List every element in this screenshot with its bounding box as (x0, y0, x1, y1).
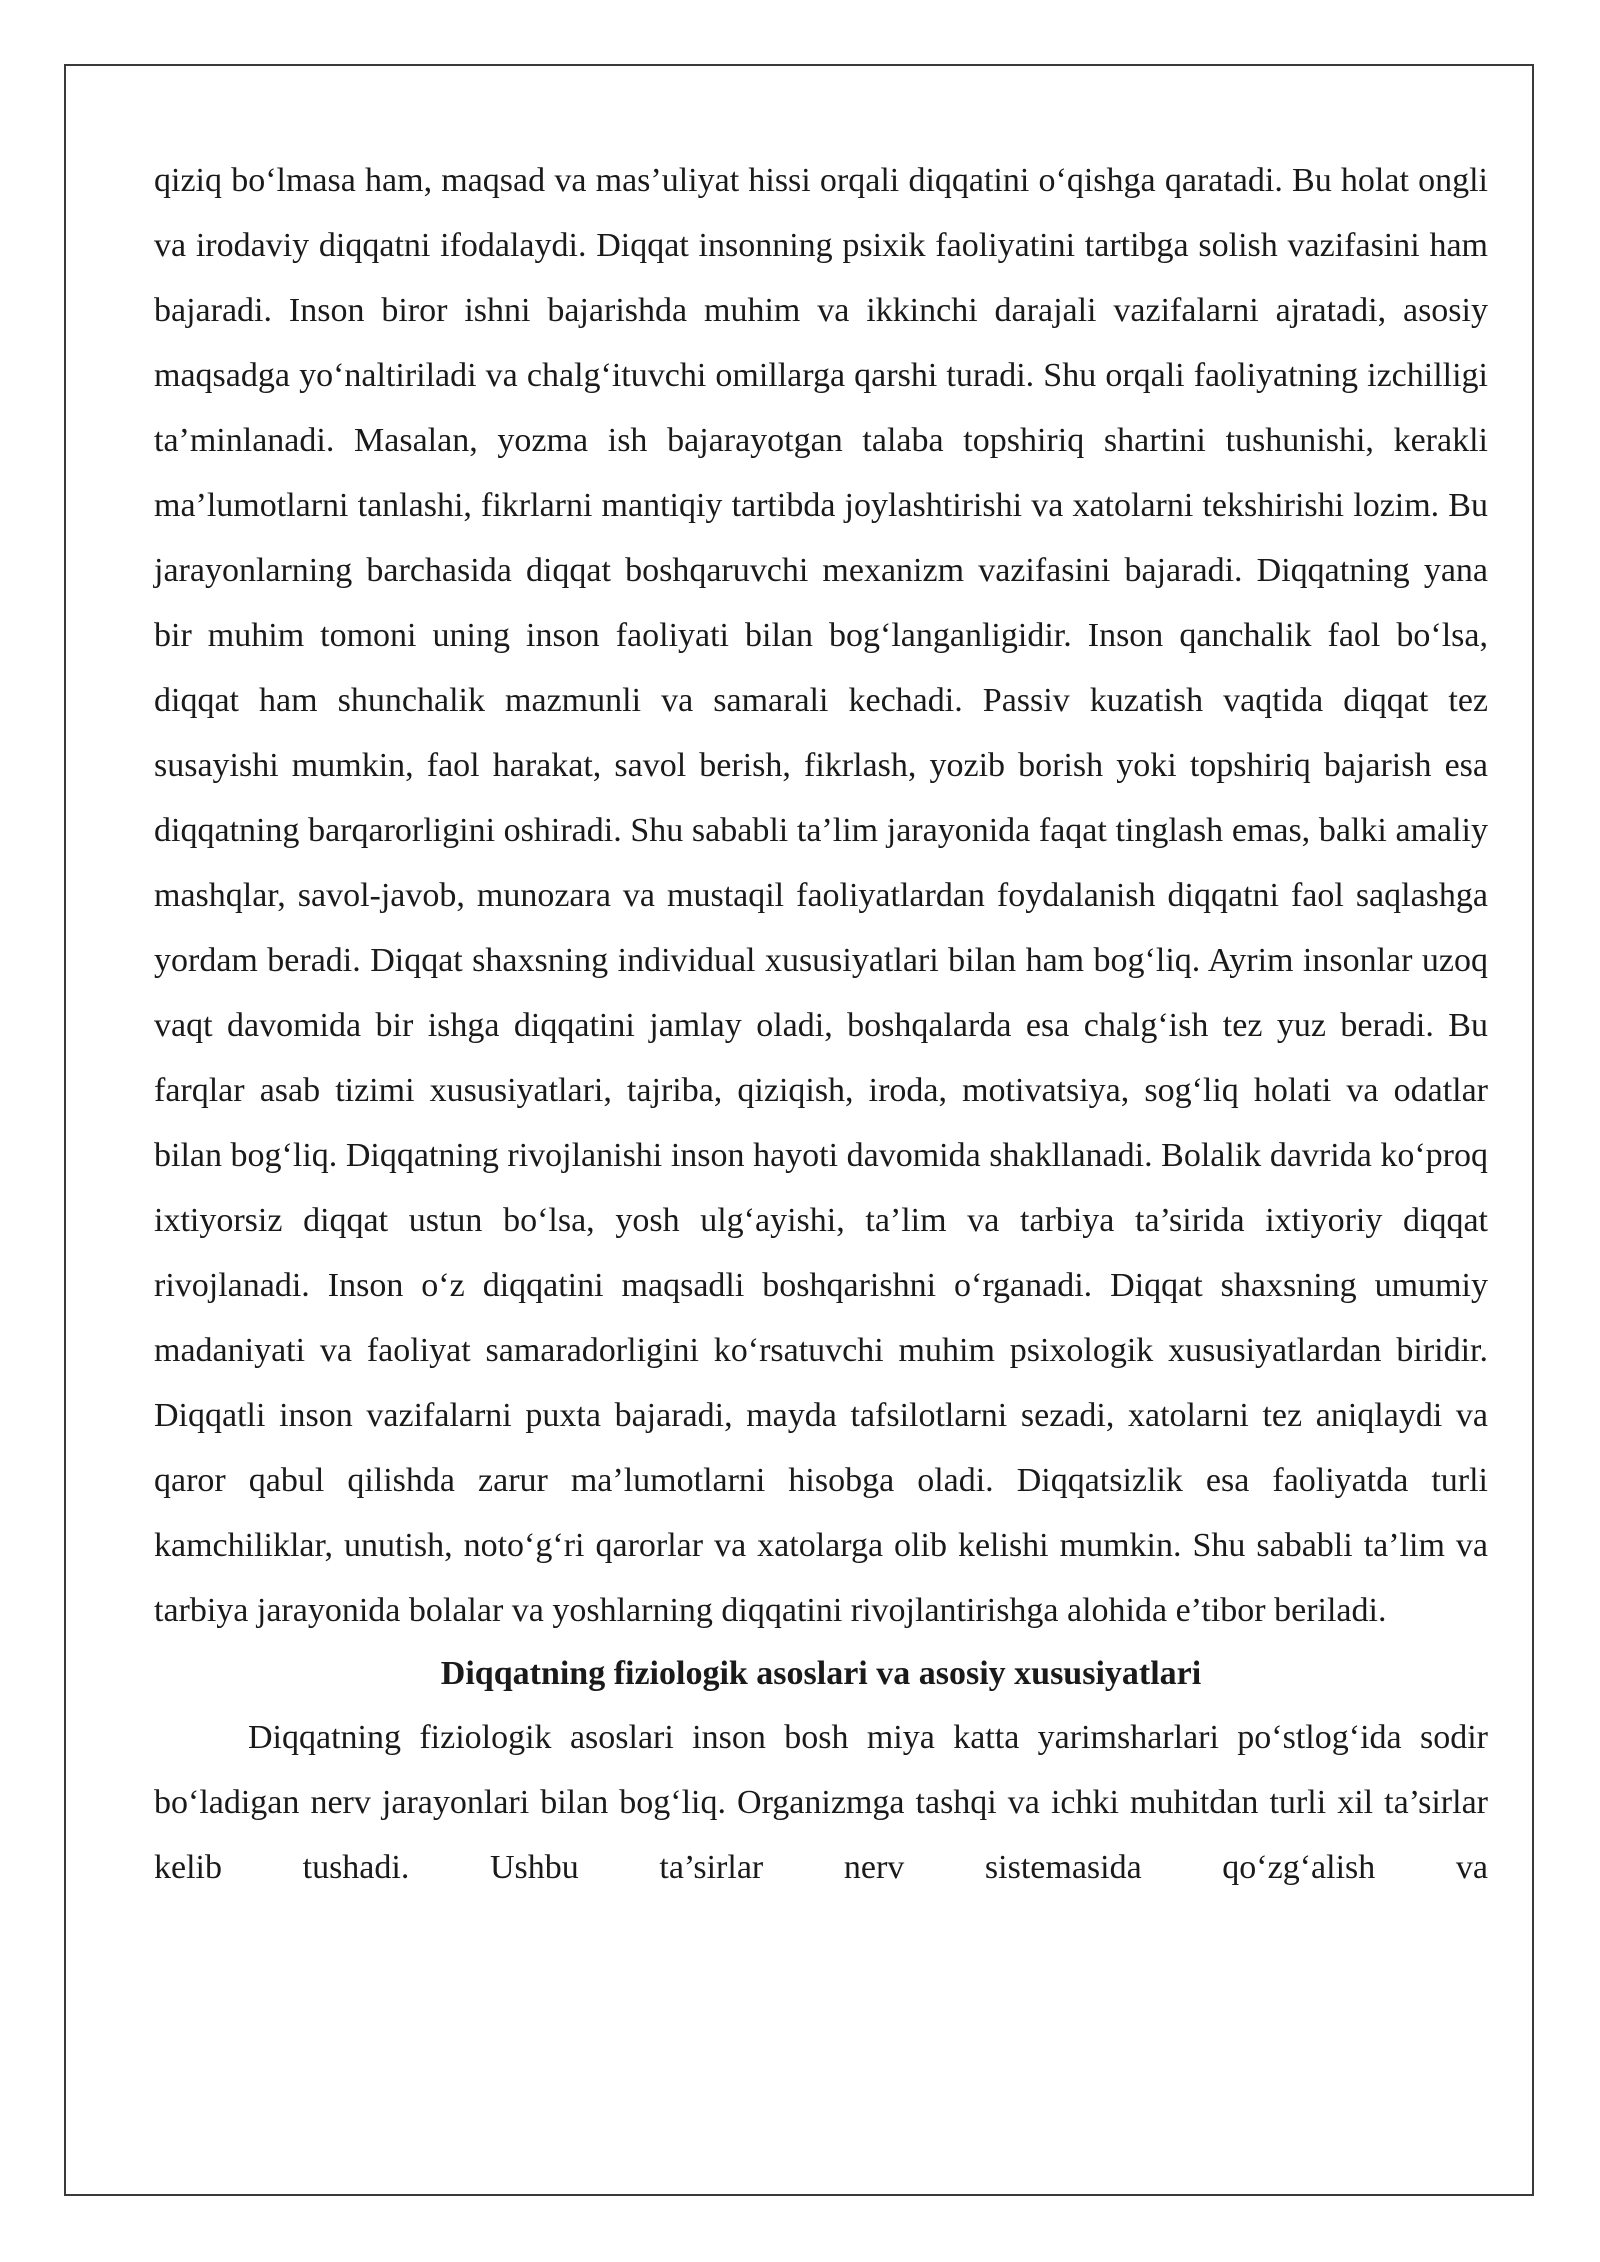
document-body (154, 148, 1488, 1900)
body-paragraph: Diqqatning fiziologik asoslari inson bosh miya katta yarimsharlari po‘stlog‘ida sodir bo‘ladigan nerv jarayonlari bilan bog‘liq. Organizmga tashqi va ichki muhitdan turli xil ta’sirlar kelib tushadi. Ushbu ta’sirlar nerv sistemasida qo‘zg‘alish va (154, 1719, 1488, 1886)
body-paragraph: qiziq bo‘lmasa ham, maqsad va mas’uliyat hissi orqali diqqatini o‘qishga qaratadi. Bu holat ongli va irodaviy diqqatni ifodalaydi. Diqqat insonning psixik faoliyatini tartibga solish vazifasini ham bajaradi. Inson biror ishni bajarishda muhim va ikkinchi darajali vazifalarni ajratadi, asosiy maqsadga yo‘naltiriladi va chalg‘ituvchi omillarga qarshi turadi. Shu orqali faoliyatning izchilligi ta’minlanadi. Masalan, yozma ish bajarayotgan talaba topshiriq shartini tushunishi, kerakli ma’lumotlarni tanlashi, fikrlarni mantiqiy tartibda joylashtirishi va xatolarni tekshirishi lozim. Bu jarayonlarning barchasida diqqat boshqaruvchi mexanizm vazifasini bajaradi. Diqqatning yana bir muhim tomoni uning inson faoliyati bilan bog‘langanligidir. Inson qanchalik faol bo‘lsa, diqqat ham shunchalik mazmunli va samarali kechadi. Passiv kuzatish vaqtida diqqat tez susayishi mumkin, faol harakat, savol berish, fikrlash, yozib borish yoki topshiriq bajarish esa diqqatning barqarorligini oshiradi. Shu sababli ta’lim jarayonida faqat tinglash emas, balki amaliy mashqlar, savol-javob, munozara va mustaqil faoliyatlardan foydalanish diqqatni faol saqlashga yordam beradi. Diqqat shaxsning individual xususiyatlari bilan ham bog‘liq. Ayrim insonlar uzoq vaqt davomida bir ishga diqqatini jamlay oladi, boshqalarda esa chalg‘ish tez yuz beradi. Bu farqlar asab tizimi xususiyatlari, tajriba, qiziqish, iroda, motivatsiya, sog‘liq holati va odatlar bilan bog‘liq. Diqqatning rivojlanishi inson hayoti davomida shakllanadi. Bolalik davrida ko‘proq ixtiyorsiz diqqat ustun bo‘lsa, yosh ulg‘ayishi, ta’lim va tarbiya ta’sirida ixtiyoriy diqqat rivojlanadi. Inson o‘z diqqatini maqsadli boshqarishni o‘rganadi. Diqqat shaxsning umumiy madaniyati va faoliyat samaradorligini ko‘rsatuvchi muhim psixologik xususiyatlardan biridir. Diqqatli inson vazifalarni puxta bajaradi, mayda tafsilotlarni sezadi, xatolarni tez aniqlaydi va qaror qabul qilishda zarur ma’lumotlarni hisobga oladi. Diqqatsizlik esa faoliyatda turli kamchiliklar, unutish, noto‘g‘ri qarorlar va xatolarga olib kelishi mumkin. Shu sababli ta’lim va tarbiya jarayonida bolalar va yoshlarning diqqatini rivojlantirishga alohida e’tibor beriladi. (154, 162, 1488, 1629)
section-heading: Diqqatning fiziologik asoslari va asosiy xususiyatlari (440, 1655, 1202, 1692)
